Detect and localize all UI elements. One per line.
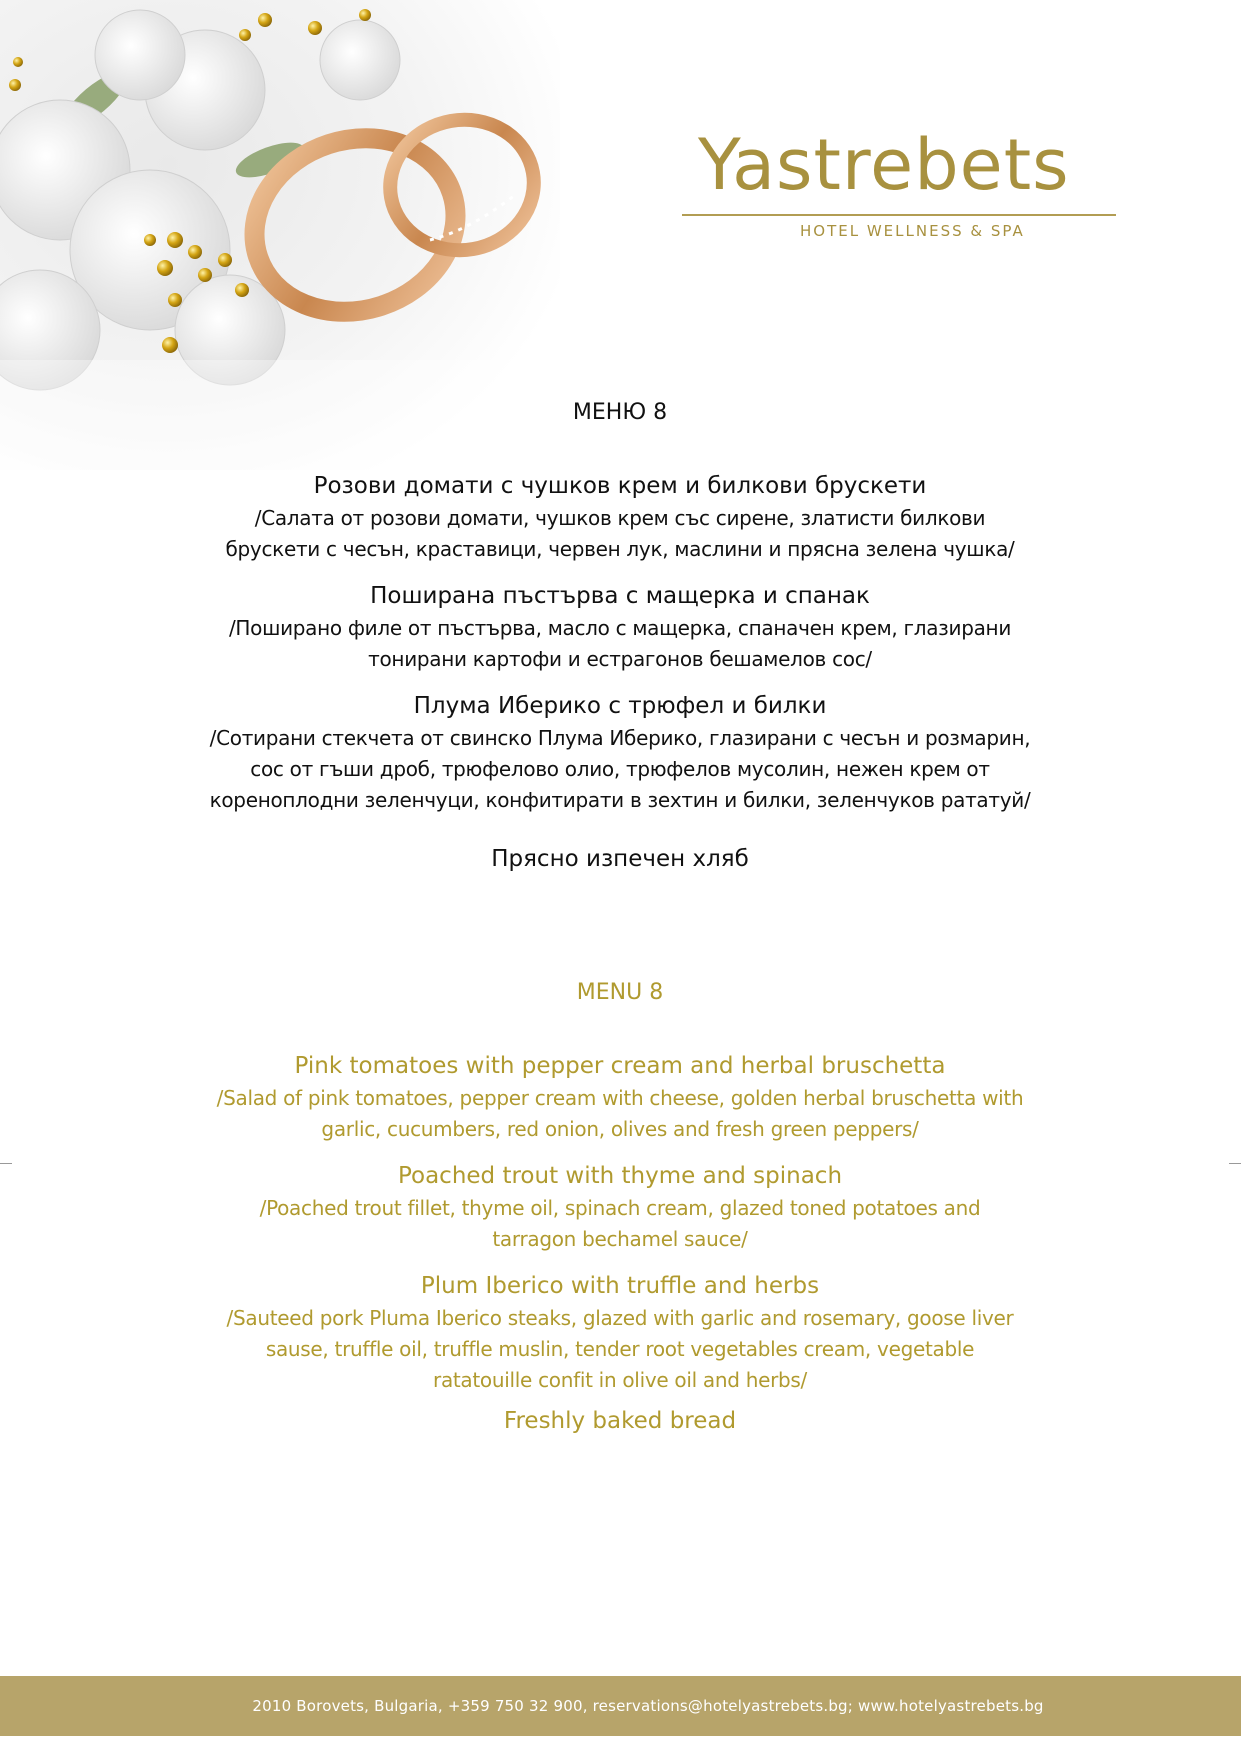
brand-logo bbox=[682, 124, 1122, 240]
en-bread: Freshly baked bread bbox=[503, 1408, 737, 1434]
bg-course-2 bbox=[140, 579, 1100, 675]
bg-bread: Прясно изпечен хляб bbox=[491, 846, 749, 872]
footer-contact-text: 2010 Borovets, Bulgaria, +359 750 32 900, reservations@hotelyastrebets.bg; www.hotelyastrebets.bg bbox=[252, 1697, 1044, 1715]
bg-course-3-name: Плума Иберико с трюфел и билки bbox=[413, 693, 827, 719]
bg-course-1 bbox=[140, 469, 1100, 565]
en-course-1 bbox=[140, 1049, 1100, 1145]
en-course-1-desc-line: garlic, cucumbers, red onion, olives and fresh green peppers/ bbox=[321, 1117, 919, 1141]
crop-mark-left bbox=[0, 1163, 12, 1164]
en-course-3-desc-line: sause, truffle oil, truffle muslin, tender root vegetables cream, vegetable bbox=[265, 1337, 975, 1361]
en-course-2-desc-line: /Poached trout fillet, thyme oil, spinach cream, glazed toned potatoes and bbox=[259, 1196, 981, 1220]
bg-course-3-desc-line: /Сотирани стекчета от свинско Плума Иберико, глазирани с чесън и розмарин, bbox=[209, 726, 1031, 750]
en-course-3-name: Plum Iberico with truffle and herbs bbox=[420, 1273, 820, 1299]
en-course-3 bbox=[140, 1269, 1100, 1396]
brand-divider bbox=[682, 214, 1116, 216]
bg-course-3-desc-line: сос от гъши дроб, трюфелово олио, трюфелов мусолин, нежен крем от bbox=[250, 757, 990, 781]
bg-course-1-desc-line: брускети с чесън, краставици, червен лук, маслини и прясна зелена чушка/ bbox=[225, 537, 1015, 561]
bg-course-1-name: Розови домати с чушков крем и билкови брускети bbox=[313, 473, 927, 499]
en-course-1-name: Pink tomatoes with pepper cream and herbal bruschetta bbox=[294, 1053, 946, 1079]
menu-en-title: MENU 8 bbox=[576, 980, 664, 1005]
bg-course-2-desc-line: /Поширано филе от пъстърва, масло с мащерка, спаначен крем, глазирани bbox=[228, 616, 1012, 640]
en-course-2-name: Poached trout with thyme and spinach bbox=[397, 1163, 843, 1189]
menu-bg bbox=[140, 400, 1100, 872]
en-course-2 bbox=[140, 1159, 1100, 1255]
en-course-1-desc-line: /Salad of pink tomatoes, pepper cream with cheese, golden herbal bruschetta with bbox=[216, 1086, 1024, 1110]
bg-course-3-desc-line: коренoплодни зеленчуци, конфитирати в зехтин и билки, зеленчуков ратaтуй/ bbox=[209, 788, 1031, 812]
bg-course-1-desc-line: /Салата от розови домати, чушков крем със сирене, златисти билкови bbox=[254, 506, 986, 530]
menu-en bbox=[140, 980, 1100, 1434]
brand-subtitle: HOTEL WELLNESS & SPA bbox=[800, 222, 1025, 240]
bg-course-3 bbox=[140, 689, 1100, 816]
bg-course-2-name: Поширана пъстърва с мащерка и спанак bbox=[370, 583, 870, 609]
en-course-2-desc-line: tarragon bechamel sauce/ bbox=[492, 1227, 748, 1251]
footer-bar bbox=[0, 1676, 1241, 1736]
crop-mark-right bbox=[1229, 1163, 1241, 1164]
en-course-3-desc-line: ratatouille confit in olive oil and herbs/ bbox=[433, 1368, 807, 1392]
brand-name: Yastrebets bbox=[698, 124, 1070, 206]
en-course-3-desc-line: /Sauteed pork Pluma Iberico steaks, glazed with garlic and rosemary, goose liver bbox=[226, 1306, 1014, 1330]
bg-course-2-desc-line: тонирани картофи и естрагонов бешамелов сос/ bbox=[368, 647, 872, 671]
menu-bg-title: МЕНЮ 8 bbox=[572, 400, 668, 425]
